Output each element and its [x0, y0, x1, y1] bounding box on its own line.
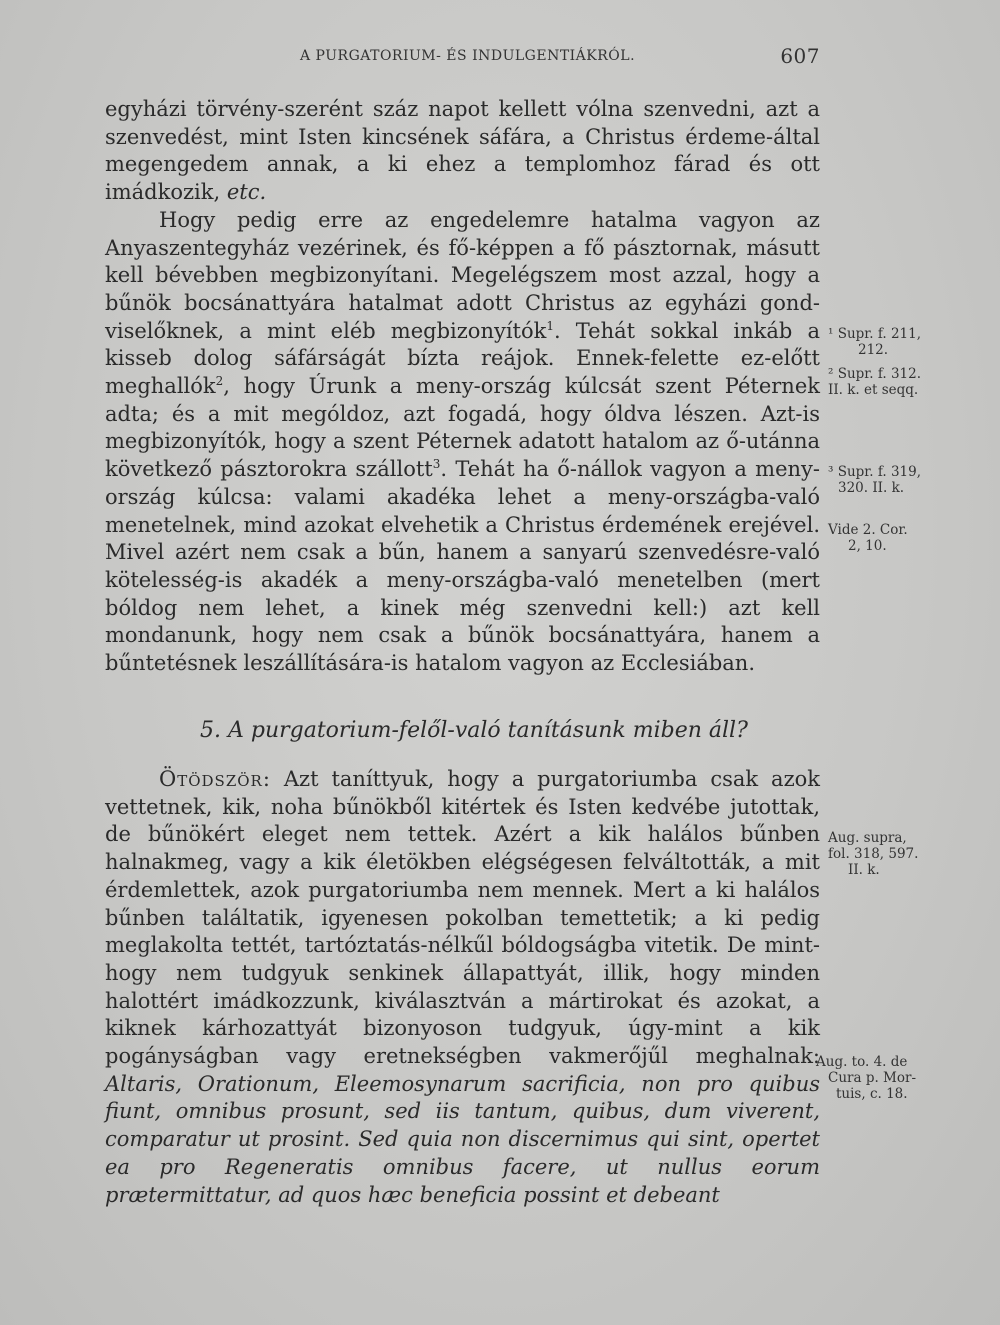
- margin-note-1: [828, 326, 928, 358]
- margin-note-line: Vide 2. Cor.: [828, 522, 908, 538]
- running-title: A PURGATORIUM- ÉS INDULGENTIÁKRÓL.: [300, 48, 636, 64]
- margin-note-line: ³ Supr. f. 319,: [828, 464, 921, 480]
- margin-note-line: II. k.: [848, 862, 880, 878]
- margin-note-5: [828, 830, 928, 878]
- margin-note-line: ² Supr. f. 312.: [828, 366, 921, 382]
- footnote-ref-3: 3: [432, 457, 441, 472]
- paragraph-2: [105, 207, 820, 678]
- margin-note-line: 320. II. k.: [838, 480, 905, 496]
- body-text: [105, 96, 820, 678]
- paragraph-3-lead: Ötödször:: [159, 767, 271, 791]
- margin-note-line: 2, 10.: [848, 538, 887, 554]
- footnote-ref-2: 2: [215, 374, 224, 389]
- margin-note-line: fol. 318, 597.: [828, 846, 919, 862]
- section-heading: 5. A purgatorium-felől-való tanításunk miben áll?: [200, 718, 748, 743]
- margin-note-line: II. k. et seqq.: [828, 382, 919, 398]
- margin-note-line: Aug. to. 4. de: [816, 1054, 908, 1070]
- margin-note-3: [828, 464, 928, 496]
- paragraph-3-text: Azt taníttyuk, hogy a purgatoriumba csak azok vettetnek, kik, noha bűnökből kitértek és Isten kedvébe jutottak, de bűnökért eleget nem tettek. Azért a kik halálos bűnben halnakmeg, vagy a kik életökben elégségesen felváltották, a mit érdemlettek, azok purgatoriumba nem mennek. Mert a ki halálos bűnben találtatik, igyenesen pokolban temettetik; a ki pedig meglakolta tettét, tartóztatás-nélkűl bóldogságba vitetik. De mint-hogy nem tudgyuk senkinek állapattyát, illik, hogy minden halottért imádkozzunk, kiválasztván a mártirokat és azokat, a kiknek kárhozattyát bizonyoson tudgyuk, úgy-mint a kik pogányságban vagy eretnekségben vakmerőjűl meghalnak:: [105, 767, 820, 1069]
- paragraph-3: [105, 766, 820, 1209]
- margin-note-6: [816, 1054, 928, 1102]
- margin-note-line: Cura p. Mor-: [828, 1070, 917, 1086]
- latin-quotation: Altaris, Orationum, Eleemosynarum sacrificia, non pro quibus fiunt, omnibus prosunt, sed iis tantum, quibus, dum viverent, comparatur ut prosint. Sed quia non discernimus qui sint, opertet ea pro Regeneratis omnibus facere, ut nullus eorum prætermittatur, ad quos hæc beneficia possint et debeant: [105, 1071, 820, 1207]
- body-text-2: [105, 766, 820, 1209]
- margin-note-line: tuis, c. 18.: [836, 1086, 908, 1102]
- margin-note-line: 212.: [858, 342, 889, 358]
- paragraph-2-text-b: . Tehát sokkal inkáb a kisseb dolog sáfárságát bízta reájok. Ennek-felette ez-előtt meghallók: [105, 318, 820, 399]
- paragraph-2-text-d: . Tehát ha ő-nállok vagyon a meny-ország kúlcsa: valami akadéka lehet a meny-országba-való menetelnek, mind azokat elvehetik a Christus érdemének erejével. Mivel azért nem csak a bűn, hanem a sanyarú szenvedésre-való kötelesség-is akadék a meny-országba-való menetelben (mert bóldog nem lehet, a kinek még szenvedni kell:) azt kell mondanunk, hogy nem csak a bűnök bocsánattyára, hanem a bűntetésnek leszállítására-is hatalom vagyon az Ecclesiában.: [105, 457, 820, 676]
- margin-note-2: [828, 366, 928, 398]
- etc-abbrev: etc.: [226, 180, 267, 205]
- margin-note-line: Aug. supra,: [828, 830, 907, 846]
- paragraph-1-text: egyházi törvény-szerént száz napot kellett vólna szenvedni, azt a szenvedést, mint Isten kincsének sáfára, a Christus érdeme-által megengedem annak, a ki ehez a templomhoz fárad és ott imádkozik,: [105, 97, 820, 205]
- paragraph-2-text-a: Hogy pedig erre az engedelemre hatalma vagyon az Anyaszentegyház vezérinek, és fő-képpen a fő pásztornak, másutt kell bévebben megbizonyítani. Megelégszem most azzal, hogy a bűnök bocsánattyára hatalmat adott Christus az egyházi gond-viselőknek, a mint eléb megbizonyítók: [105, 207, 820, 343]
- page-number: 607: [780, 44, 820, 68]
- paragraph-1: [105, 96, 820, 207]
- margin-note-line: ¹ Supr. f. 211,: [828, 326, 921, 342]
- footnote-ref-1: 1: [546, 318, 555, 333]
- paragraph-2-text-c: , hogy Úrunk a meny-ország kúlcsát szent Péternek adta; és a mit mególdoz, azt fogadá, hogy óldva lészen. Azt-is megbizonyítók, hogy a szent Péternek adatott hatalom az ő-utánna következő pásztorokra szállott: [105, 374, 820, 482]
- margin-note-4: [828, 522, 928, 554]
